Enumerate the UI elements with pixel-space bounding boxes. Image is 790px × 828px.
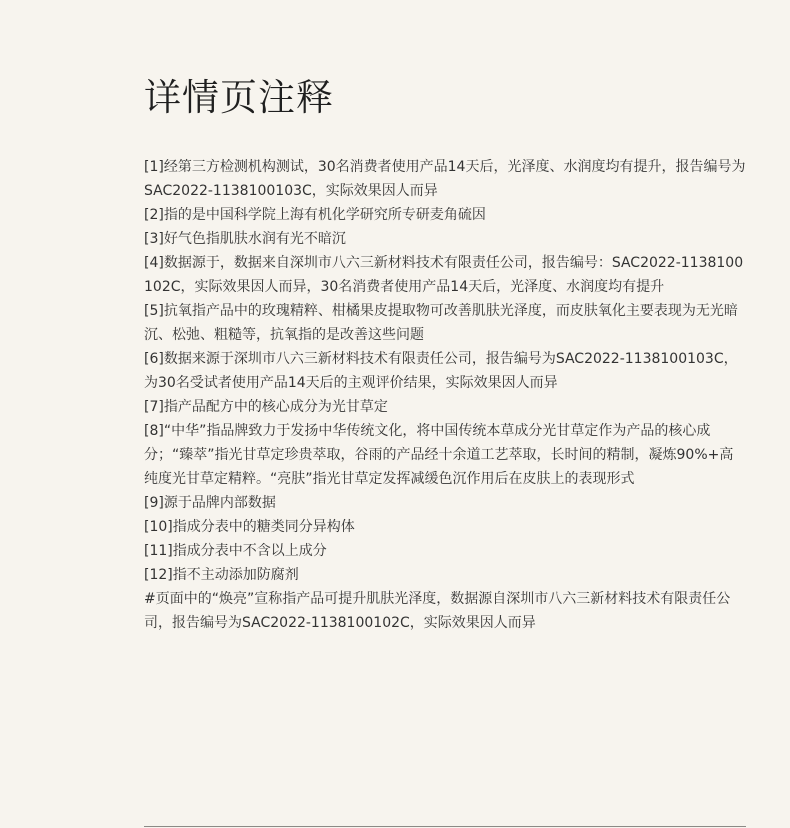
- page-title: 详情页注释: [144, 76, 334, 119]
- bottom-divider: [144, 826, 746, 827]
- annotation-item-11: [11]指成分表中不含以上成分: [144, 543, 327, 559]
- annotation-item-4: [4]数据源于，数据来自深圳市八六三新材料技术有限责任公司，报告编号：SAC2022-1138100102C，实际效果因人而异，30名消费者使用产品14天后，光泽度、水润度均有提升: [144, 255, 744, 295]
- annotation-list: [144, 155, 746, 635]
- annotation-item-8: [8]“中华”指品牌致力于发扬中华传统文化，将中国传统本草成分光甘草定作为产品的核心成分；“臻萃”指光甘草定珍贵萃取，谷雨的产品经十余道工艺萃取，长时间的精制，凝炼90%+高纯度光甘草定精粹。“亮肤”指光甘草定发挥减缓色沉作用后在皮肤上的表现形式: [144, 423, 734, 487]
- annotation-item-1: [1]经第三方检测机构测试，30名消费者使用产品14天后，光泽度、水润度均有提升，报告编号为SAC2022-1138100103C，实际效果因人而异: [144, 159, 746, 199]
- annotation-item-12: [12]指不主动添加防腐剂: [144, 567, 299, 583]
- annotation-footnote-glow: #页面中的“焕亮”宣称指产品可提升肌肤光泽度，数据源自深圳市八六三新材料技术有限责任公司，报告编号为SAC2022-1138100102C，实际效果因人而异: [144, 591, 731, 631]
- annotation-item-2: [2]指的是中国科学院上海有机化学研究所专研麦角硫因: [144, 207, 486, 223]
- annotation-item-9: [9]源于品牌内部数据: [144, 495, 276, 511]
- annotation-item-5: [5]抗氧指产品中的玫瑰精粹、柑橘果皮提取物可改善肌肤光泽度，而皮肤氧化主要表现为无光暗沉、松弛、粗糙等，抗氧指的是改善这些问题: [144, 303, 738, 343]
- annotation-item-6: [6]数据来源于深圳市八六三新材料技术有限责任公司，报告编号为SAC2022-1138100103C，为30名受试者使用产品14天后的主观评价结果，实际效果因人而异: [144, 351, 738, 391]
- annotation-item-10: [10]指成分表中的糖类同分异构体: [144, 519, 355, 535]
- annotation-item-3: [3]好气色指肌肤水润有光不暗沉: [144, 231, 346, 247]
- annotation-item-7: [7]指产品配方中的核心成分为光甘草定: [144, 399, 388, 415]
